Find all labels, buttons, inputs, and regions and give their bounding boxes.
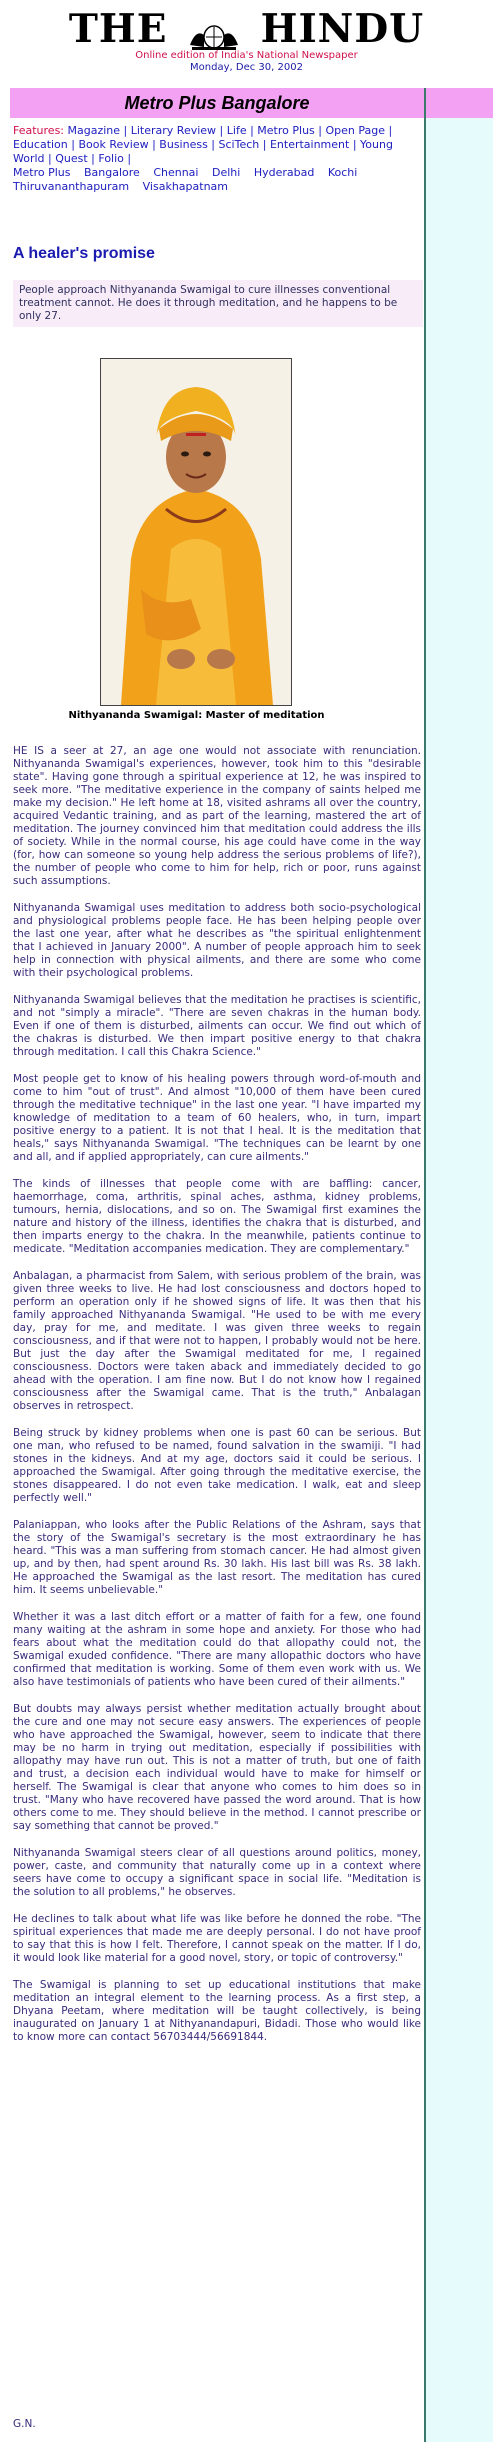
nav-link-entertainment[interactable]: Entertainment <box>269 138 350 151</box>
city-link-thiruvananthapuram[interactable]: Thiruvananthapuram <box>13 180 130 193</box>
city-link-metro-plus[interactable]: Metro Plus <box>13 166 71 179</box>
features-label: Features: <box>13 124 65 137</box>
city-nav <box>13 166 423 194</box>
masthead <box>0 8 493 74</box>
article-paragraph: Nithyananda Swamigal uses meditation to address both socio-psychological and physiological problems people face. He has been helping people over the last one year, after what he describes as "the spiritual enlightenment that I achieved in January 2000". A number of people approach him to seek help in connection with physical ailments, and there are some who come with their psychological problems. <box>13 902 421 979</box>
publication-date: Monday, Dec 30, 2002 <box>190 62 303 73</box>
article-paragraph: The Swamigal is planning to set up educational institutions that make meditation an integral element to the learning process. As a first step, a Dhyana Peetam, where meditation will be taught collectively, is being inaugurated on January 1 at Nithyanandapuri, Bidadi. Those who would like to know more can contact 56703444/56691844. <box>13 1979 421 2043</box>
nav-link-metro-plus[interactable]: Metro Plus <box>257 124 315 137</box>
article-paragraph: But doubts may always persist whether meditation actually brought about the cure and one may not secure easy answers. The experiences of people who have approached the Swamigal, however, seem to indicate that there may be no harm in trying out meditation, especially if possibilities with allopathy may have run out. This is not a matter of truth, but one of faith and trust, a decision each individual would have to make for himself or herself. The Swamigal is clear that anyone who comes to him does so in trust. "Many who have recovered have passed the word around. That is how others come to me. They should believe in the method. I cannot prescribe or say something that cannot be proved." <box>13 1703 421 1832</box>
section-navigation <box>13 124 423 194</box>
city-link-kochi[interactable]: Kochi <box>327 166 358 179</box>
banner-right-block <box>426 88 493 118</box>
nav-link-scitech[interactable]: SciTech <box>218 138 260 151</box>
article-paragraph: He declines to talk about what life was like before he donned the robe. "The spiritual experiences that made me are deeply personal. I do not have proof to say that this is how I felt. Therefore, I cannot speak on the matter. If I do, it would look like material for a good novel, story, or topic of controversy." <box>13 1913 421 1964</box>
article-paragraph: Palaniappan, who looks after the Public Relations of the Ashram, says that the story of the Swamigal's secretary is the most extraordinary he has heard. "This was a man suffering from stomach cancer. He had almost given up, and by then, had spent around Rs. 30 lakh. His last bill was Rs. 38 lakh. He approached the Swamigal as the last resort. The meditation has cured him. It seems unbelievable." <box>13 1519 421 1596</box>
tagline: Online edition of India's National Newspaper <box>135 50 358 61</box>
article-summary: People approach Nithyananda Swamigal to cure illnesses conventional treatment cannot. He does it through meditation, and he happens to be only 27. <box>13 280 423 327</box>
nav-link-literary-review[interactable]: Literary Review <box>130 124 217 137</box>
city-link-delhi[interactable]: Delhi <box>211 166 241 179</box>
author-signature: G.N. <box>13 2418 36 2430</box>
photo-caption: Nithyananda Swamigal: Master of meditation <box>68 710 325 721</box>
nav-link-quest[interactable]: Quest <box>55 152 88 165</box>
article-paragraph: Nithyananda Swamigal steers clear of all questions around politics, money, power, caste, and community that naturally come up in a context where seers have come to occupy a significant space in social life. "Meditation is the solution to all problems," he observes. <box>13 1847 421 1898</box>
nav-link-education[interactable]: Education <box>13 138 68 151</box>
city-link-visakhapatnam[interactable]: Visakhapatnam <box>142 180 228 193</box>
nav-link-young-world[interactable]: Young World <box>13 138 393 165</box>
nav-link-magazine[interactable]: Magazine <box>67 124 121 137</box>
nav-link-folio[interactable]: Folio <box>98 152 124 165</box>
title-left: THE <box>68 6 168 52</box>
article-paragraph: Whether it was a last ditch effort or a matter of faith for a few, one found many waiting at the ashram in some hope and anxiety. For those who had fears about what the meditation could do that allopathy could not, the Swamigal exuded confidence. "There are many allopathic doctors who have confirmed that meditation is working. Some of them even work with us. We also have testimonials of patients who have been cured of their ailments." <box>13 1611 421 1688</box>
article-photo <box>100 358 292 706</box>
article-paragraph: HE IS a seer at 27, an age one would not associate with renunciation. Nithyananda Swamigal's experiences, however, took him to this "desirable state". Having gone through a spiritual experience at 12, he was inspired to seek more. "The meditative experience in the company of saints helped me make my decision." He left home at 18, visited ashrams all over the country, acquired Vedantic training, and as part of the learning, mastered the art of meditation. The journey convinced him that meditation could address the ills of society. While in the normal course, his age could have come in the way (for, how can someone so young help address the serious problems of life?), the number of people who come to him for help, rich or poor, runs against such assumptions. <box>13 745 421 887</box>
article-paragraph: Most people get to know of his healing powers through word-of-mouth and come to him "out of trust". And almost "10,000 of them have been cured through the meditative technique" in the last one year. "I have imparted my knowledge of meditation to a team of 60 healers, who, in turn, impart positive energy to a patient. It is not that I heal. It is the meditation that heals," says Nithyananda Swamigal. "The techniques can be learnt by one and all, and if applied appropriately, can cure ailments." <box>13 1073 421 1163</box>
article-headline: A healer's promise <box>13 245 155 262</box>
city-link-hyderabad[interactable]: Hyderabad <box>253 166 315 179</box>
newspaper-emblem-icon <box>188 17 240 47</box>
city-link-bangalore[interactable]: Bangalore <box>83 166 140 179</box>
article-paragraph: Nithyananda Swamigal believes that the meditation he practises is scientific, and not "simply a miracle". "There are seven chakras in the human body. Even if one of them is disturbed, ailments can occur. We find out which of the chakras is disturbed. We then impart positive energy to that chakra through meditation. I call this Chakra Science." <box>13 994 421 1058</box>
city-link-chennai[interactable]: Chennai <box>153 166 199 179</box>
right-sidebar-band <box>424 88 493 2442</box>
article-paragraph: The kinds of illnesses that people come with are baffling: cancer, haemorrhage, coma, arthritis, spinal aches, asthma, kidney problems, tumours, hernia, dislocations, and so on. The Swamigal first examines the nature and history of the illness, identifies the chakra that is disturbed, and then imparts energy to the chakra. In the meanwhile, patients continue to medicate. "Meditation accompanies medication. They are complementary." <box>13 1178 421 1255</box>
nav-link-business[interactable]: Business <box>159 138 208 151</box>
article-paragraph: Anbalagan, a pharmacist from Salem, with serious problem of the brain, was given three weeks to live. He had lost consciousness and doctors hoped to perform an operation only if he showed signs of life. It was then that his family approached Nithyananda Swamigal. "He used to be with me every day, pray for me, and meditate. I was given three weeks to regain consciousness, and if that were not to happen, I probably would not be here. But just the day after the Swamigal meditated for me, I regained consciousness. Doctors were taken aback and immediately decided to go ahead with the operation. I am fine now. But I do not know how I regained consciousness after the Swamigal came. That is the truth," Anbalagan observes in retrospect. <box>13 1270 421 1412</box>
features-nav: Features: Magazine | Literary Review | Life | Metro Plus | Open Page | Education | Book Review | Business | SciTech | Entertainment | Young World | Quest | Folio | <box>13 124 393 165</box>
section-banner <box>10 88 424 118</box>
section-title: Metro Plus Bangalore <box>124 93 310 113</box>
article-body <box>13 745 421 2058</box>
article-paragraph: Being struck by kidney problems when one is past 60 can be serious. But one man, who refused to be named, found salvation in the swamiji. "I had stones in the kidneys. And at my age, doctors said it could be serious. I approached the Swamigal. After going through the meditative exercise, the stones disappeared. I do not even take medication. I walk, eat and sleep perfectly well." <box>13 1427 421 1504</box>
title-right: HINDU <box>260 6 425 52</box>
nav-link-open-page[interactable]: Open Page <box>325 124 385 137</box>
newspaper-title[interactable] <box>0 8 493 50</box>
nav-link-book-review[interactable]: Book Review <box>78 138 149 151</box>
nav-link-life[interactable]: Life <box>226 124 247 137</box>
